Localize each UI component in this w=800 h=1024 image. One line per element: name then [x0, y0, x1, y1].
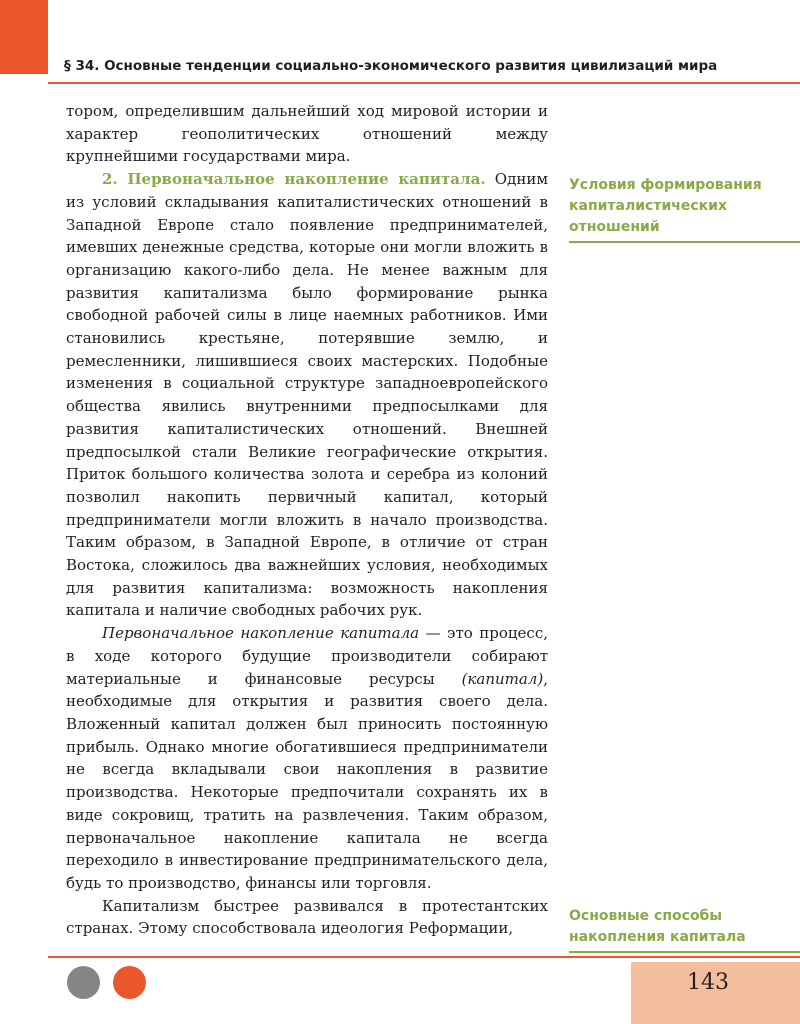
margin-note-rule	[569, 951, 800, 953]
footer-rule	[48, 956, 800, 958]
defined-term-inline: (капитал)	[461, 669, 544, 688]
header-rule	[48, 82, 800, 84]
margin-note-methods: Основные способы накопления капитала	[569, 908, 746, 945]
main-text-column	[66, 100, 548, 940]
corner-color-tab	[0, 0, 48, 74]
paragraph-continuation: тором, определившим дальнейший ход мировой истории и характер геополитических отношений между крупнейшими государствами мира.	[66, 102, 548, 166]
section-subheading: 2. Первоначальное накопление капитала.	[102, 170, 486, 189]
paragraph-definition	[66, 622, 548, 894]
paragraph-text: Одним из условий складывания капиталистических отношений в Западной Европе стало появление предпринимателей, имевших денежные средства, которые они могли вложить в организацию какого-либо дела. Не менее важным для развития капитализма было формирование рынка свободной рабочей силы в лице наемных работников. Ими становились крестьяне, потерявшие землю, и ремесленники, лишившиеся своих мастерских. Подобные изменения в социальной структуре западноевропейского общества явились внутренними предпосылками для развития капиталистических отношений. Внешней предпосылкой стали Великие географические открытия. Приток большого количества золота и серебра из колоний позволил накопить первичный капитал, который предприниматели могли вложить в начало производства. Таким образом, в Западной Европе, в отличие от стран Востока, сложилось два важнейших условия, необходимых для развития капитализма: возможность накопления капитала и наличие свободных рабочих рук.	[66, 170, 548, 620]
paragraph-primitive-accumulation	[66, 168, 548, 622]
running-header: § 34. Основные тенденции социально-экономического развития цивилизаций мира	[64, 58, 718, 74]
paragraph-text: , необходимые для открытия и развития своего дела. Вложенный капитал должен был приносить постоянную прибыль. Однако многие обогатившиеся предприниматели не всегда вкладывали свои накопления в развитие производства. Некоторые предпочитали сохранять их в виде сокровищ, тратить на развлечения. Таким образом, первоначальное накопление капитала не всегда переходило в инвестирование предпринимательского дела, будь то производство, финансы или торговля.	[66, 669, 548, 892]
paragraph-text: — это процесс, в ходе которого будущие производители собирают материальные и финансовые ресурсы	[66, 624, 548, 688]
margin-note-conditions: Условия формирования капиталистических отношений	[569, 177, 762, 235]
page-number: 143	[687, 970, 729, 995]
orange-dot-decoration	[113, 966, 146, 999]
margin-note-rule	[569, 241, 800, 243]
gray-dot-decoration	[67, 966, 100, 999]
paragraph-capitalism-protestant: Капитализм быстрее развивался в протестантских странах. Этому способствовала идеология Реформации,	[66, 896, 548, 938]
defined-term: Первоначальное накопление капитала	[102, 624, 420, 643]
